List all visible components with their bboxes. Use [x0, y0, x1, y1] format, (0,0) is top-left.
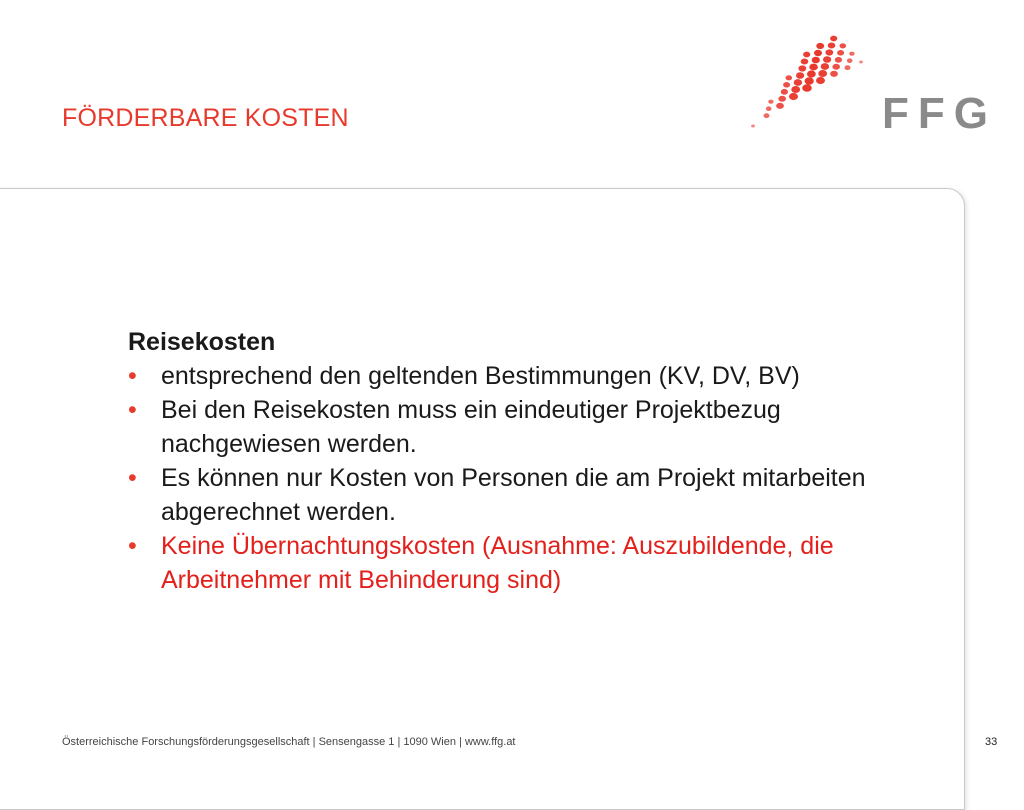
slide-title: FÖRDERBARE KOSTEN [62, 104, 349, 132]
logo-dot [823, 56, 831, 63]
logo-dot [812, 57, 820, 64]
section-heading: Reisekosten [128, 328, 276, 356]
logo-dot-swoosh [751, 36, 863, 128]
logo-dot [816, 77, 825, 84]
logo-dot [802, 84, 812, 92]
logo-wordmark: FFG [882, 89, 997, 138]
logo-dot [791, 86, 800, 93]
logo-dot [778, 96, 786, 102]
bullet-dot-icon: • [128, 464, 137, 492]
logo-dot [837, 50, 844, 56]
logo-dot [809, 64, 818, 71]
bullet-text: entsprechend den geltenden Bestimmungen (KV, DV, BV) [161, 362, 800, 390]
logo-dot [794, 79, 802, 86]
logo-dot [849, 52, 854, 56]
logo-dot [776, 103, 784, 109]
bullet-dot-icon: • [128, 396, 137, 424]
page-number: 33 [985, 736, 998, 748]
logo-dot [814, 50, 822, 56]
bullet-dot-icon: • [128, 532, 137, 560]
logo-dot [803, 52, 810, 58]
footer-address: Österreichische Forschungsförderungsgesellschaft | Sensengasse 1 | 1090 Wien | www.ffg.at [62, 736, 516, 748]
ffg-logo [745, 28, 997, 138]
logo-dot [798, 65, 806, 71]
logo-dot [786, 75, 793, 80]
logo-dot [751, 125, 755, 128]
bullet-text: Keine Übernachtungskosten (Ausnahme: Auszubildende, die Arbeitnehmer mit Behinderung sind) [161, 532, 834, 594]
bullet-text: Bei den Reisekosten muss ein eindeutiger Projektbezug nachgewiesen werden. [161, 396, 781, 458]
logo-dot [781, 89, 788, 95]
bullet-item [128, 461, 908, 529]
logo-dot [789, 93, 798, 100]
logo-dot [830, 36, 837, 42]
logo-dot [783, 82, 790, 88]
logo-dot [801, 59, 809, 65]
bullet-dot-icon: • [128, 362, 137, 390]
logo-dot [859, 61, 863, 64]
logo-dot [768, 100, 773, 104]
logo-dot [796, 72, 804, 79]
logo-dot [818, 70, 827, 77]
logo-dot [766, 106, 772, 111]
logo-dot [830, 71, 838, 77]
logo-dot [816, 43, 824, 49]
logo-dot [828, 43, 836, 49]
logo-dot [825, 49, 833, 55]
bullet-text: Es können nur Kosten von Personen die am Projekt mitarbeiten abgerechnet werden. [161, 464, 866, 526]
logo-dot [805, 77, 814, 84]
bullet-item [128, 393, 908, 461]
logo-dot [840, 43, 847, 48]
bullet-list [128, 359, 908, 597]
logo-dot [835, 57, 842, 63]
bullet-item [128, 359, 908, 393]
logo-dot [821, 63, 829, 70]
logo-dot [845, 65, 851, 70]
bullet-item-highlighted [128, 529, 908, 597]
logo-dot [764, 113, 770, 118]
logo-dot [807, 70, 816, 77]
logo-dot [832, 64, 840, 70]
slide-body [128, 325, 908, 597]
logo-dot [847, 58, 853, 63]
